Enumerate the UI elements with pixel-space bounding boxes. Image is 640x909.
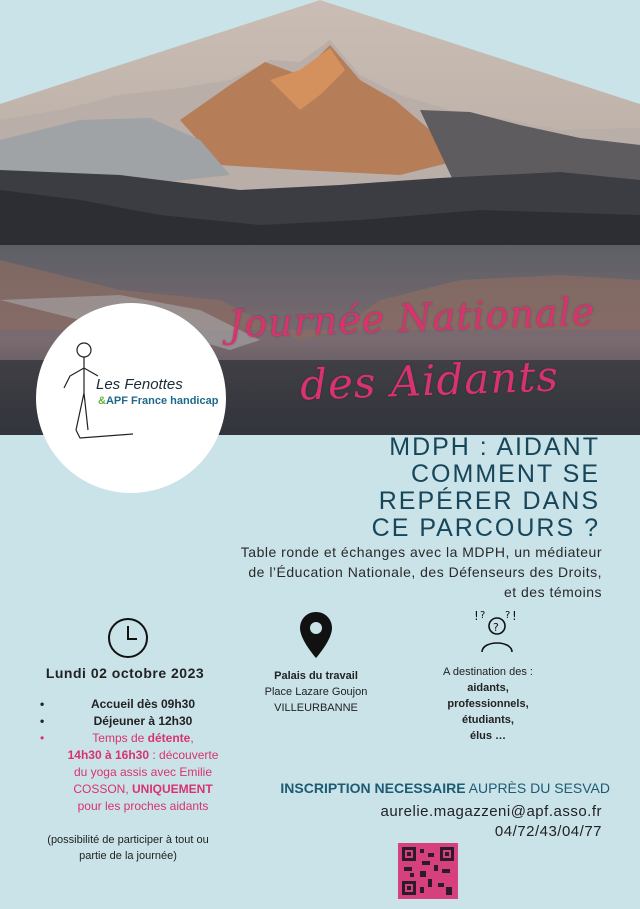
main-heading [350,434,600,542]
contact-phone[interactable]: 04/72/43/04/77 [494,823,602,840]
audience-item-aidants: aidants, [467,682,509,694]
dejeuner-text: Déjeuner à 12h30 [93,714,193,728]
contact-email[interactable]: aurelie.magazzeni@apf.asso.fr [380,803,602,820]
schedule-detente-line5: pour les proches aidants [77,799,209,813]
audience-item-professionnels: professionnels, [447,698,529,710]
venue-address: Place Lazare Goujon [264,686,368,698]
subtitle-line2: de l’Éducation Nationale, des Défenseurs des Droits, [248,564,602,580]
clock-icon [106,616,150,660]
map-pin-icon [298,610,334,660]
svg-text:?: ? [480,610,486,621]
heading-line1: MDPH : AIDANT [389,433,600,461]
person-question-icon [472,606,522,656]
schedule-detente: • Temps de détente, [40,731,194,745]
venue-city: VILLEURBANNE [274,702,358,714]
detente-text3: COSSON, [73,782,132,796]
participation-note [30,832,226,864]
note-line2: partie de la journée) [79,850,177,862]
heading-line2: COMMENT SE [411,460,600,488]
accueil-text: Accueil dès 09h30 [90,697,196,711]
detente-time: 14h30 à 16h30 [67,748,150,762]
event-title-line2: des Aidants [299,351,560,410]
audience-item-elus: élus … [469,730,507,742]
schedule-dejeuner: • Déjeuner à 12h30 [40,714,193,728]
inscription-notice [274,780,610,796]
event-title-line1: Journée Nationale [227,289,596,347]
svg-text:?: ? [493,621,499,634]
audience-intro: A destination des : [443,666,533,678]
svg-text:?: ? [505,610,511,621]
schedule-detente-line3: du yoga assis avec Emilie [73,765,213,779]
detente-text1: : découverte [149,748,219,762]
logo-name: Les Fenottes [96,376,183,393]
svg-text:!: ! [474,609,479,623]
heading-line4: CE PARCOURS ? [371,514,600,542]
audience [418,664,558,744]
logo-org [98,395,218,407]
inscription-bold: INSCRIPTION NECESSAIRE [280,780,466,796]
event-date: Lundi 02 octobre 2023 [45,665,205,681]
detente-prefix: Temps de [92,731,148,745]
logo-amp: & [98,395,106,407]
qr-code-icon[interactable] [398,843,458,899]
subtitle [170,542,602,602]
stick-figure-logo-icon [58,338,138,448]
detente-word: détente [147,731,191,745]
logo-org-label: APF France handicap [105,395,219,407]
subtitle-line3: et des témoins [503,584,602,600]
schedule-detente-time [38,747,248,764]
schedule-detente-line4 [38,781,248,798]
heading-line3: REPÉRER DANS [378,487,600,515]
svg-text:!: ! [512,609,517,623]
detente-unique: UNIQUEMENT [132,782,213,796]
audience-item-etudiants: étudiants, [462,714,514,726]
schedule-accueil: • Accueil dès 09h30 [40,697,196,711]
inscription-rest: AUPRÈS DU SESVAD [465,780,610,796]
note-line1: (possibilité de participer à tout ou [47,834,209,846]
venue-name: Palais du travail [274,670,358,682]
detente-suffix: , [190,731,194,745]
schedule [38,696,248,815]
venue [246,668,386,716]
subtitle-line1: Table ronde et échanges avec la MDPH, un médiateur [240,544,602,560]
